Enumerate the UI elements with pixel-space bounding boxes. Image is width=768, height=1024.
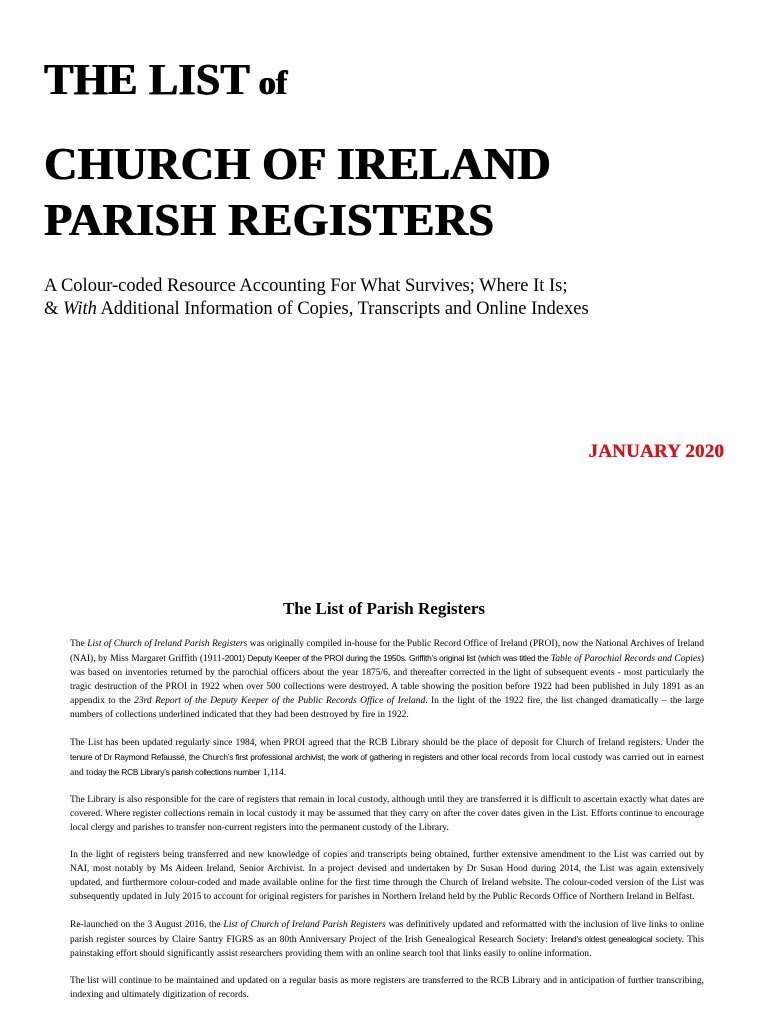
p2-text-d: day the RCB Library’s parish collections number xyxy=(93,766,261,777)
section-heading: The List of Parish Registers xyxy=(282,599,486,618)
paragraph-3: The Library is also responsible for the care of registers that remain in local custody, although until they are transferred it is difficult to ascertain exactly what dates are covered. Where register collections remain in local custody it may be assumed that they carry on after the cover dates given in the List. Efforts continue to encourage local clergy and parishes to transfer non-current registers into the permanent custody of the Library. xyxy=(70,794,704,834)
paragraph-1 xyxy=(70,637,704,723)
publication-date: JANUARY 2020 xyxy=(588,441,724,462)
p1-text-a: The xyxy=(70,639,88,649)
p2-text-e: 1,114. xyxy=(260,767,287,778)
p1-text-d: 2001) Deputy Keeper of the PROI during the 1950s. Griffith’s original list (which was titled the xyxy=(224,653,551,664)
p5-text-e: society. This painstaking effort should significantly assist researchers providing them with an online search tool that links easily to online information. xyxy=(70,934,704,959)
p1-italic-b: List of Church of Ireland Parish Registers xyxy=(87,639,248,649)
title-of: of xyxy=(249,65,288,102)
title-line-3: PARISH REGISTERS xyxy=(44,194,495,245)
p5-italic-b: List of Church of Ireland Parish Registers xyxy=(223,919,386,930)
paragraph-5 xyxy=(70,918,704,961)
p5-text-c: was definitively updated and reformatted with the inclusion of live links to online parish register sources by Claire Santry FIGRS as an 80th Anniversary Project of the Irish Genealogical Research Society: Ir xyxy=(70,919,705,945)
title-main xyxy=(44,136,551,248)
title-line-2: CHURCH OF IRELAND xyxy=(44,138,551,189)
paragraph-4: In the light of registers being transferred and new knowledge of copies and transcripts being obtained, further extensive amendment to the List was carried out by NAI, most notably by Ms Aideen Ireland, Senior Archivist. In a project devised and undertaken by Dr Susan Hood during 2014, the List was again extensively updated, and furthermore colour-coded and made available online for the first time through the Church of Ireland website. The colour-coded version of the List was subsequently updated in July 2015 to account for original registers for parishes in Northern Ireland held by the Public Records Office of Northern Ireland in Belfast. xyxy=(70,850,704,903)
subtitle-line-2-pre: & xyxy=(44,299,64,319)
p2-text-b: tenure of Dr Raymond Refaussé, the Church’s first professional archivist, the work of gathering in registers and other local xyxy=(70,751,498,762)
title-the-list: THE LIST xyxy=(44,55,250,104)
p5-text-d: eland’s oldest genealogical xyxy=(557,933,653,944)
p1-text-f: ) was based on inventories returned by the parochial officers about the year 1875/6, and thereafter corrected in the light of subsequent events - most particularly the tragic destruction of the PROI in 1922 when over 500 collections were destroyed. A table showing the position before 1922 had been published in July 1891 as an appendix to the xyxy=(70,654,704,707)
title-line-1 xyxy=(44,54,287,110)
subtitle-line-2-post: Additional Information of Copies, Transcripts and Online Indexes xyxy=(96,299,589,319)
p5-text-a: Re-launched on the 3 August 2016, the xyxy=(70,919,224,930)
p2-text-c: records from local custody was carried out in earnest and to xyxy=(70,752,704,778)
paragraph-6: The list will continue to be maintained and updated on a regular basis as more registers are transferred to the RCB Library and in anticipation of further transcribing, indexing and ultimately digitization of records. xyxy=(70,975,704,1000)
p1-text-h: . In the light of the 1922 fire, the list changed dramatically – the large numbers of collections underlined indicated that they had been destroyed by fire in 1922. xyxy=(70,696,704,721)
paragraph-2 xyxy=(70,736,704,780)
subtitle xyxy=(44,275,744,321)
p1-text-c: was originally compiled in-house for the Public Record Office of Ireland (PROI), now the National Archives of Ireland (NAI), by Miss Margaret Griffith (1911- xyxy=(70,639,704,665)
p1-italic-e: Table of Parochial Records and Copies xyxy=(550,654,701,665)
subtitle-line-2-em: With xyxy=(63,299,97,319)
p2-text-a: The List has been updated regularly since 1984, when PROI agreed that the RCB Library should be the place of deposit for Church of Ireland registers. Under the xyxy=(70,737,704,748)
body-text xyxy=(70,637,704,1015)
p1-italic-g: 23rd Report of the Deputy Keeper of the Public Records Office of Ireland xyxy=(134,696,426,707)
subtitle-line-1: A Colour-coded Resource Accounting For What Survives; Where It Is; xyxy=(44,276,568,296)
